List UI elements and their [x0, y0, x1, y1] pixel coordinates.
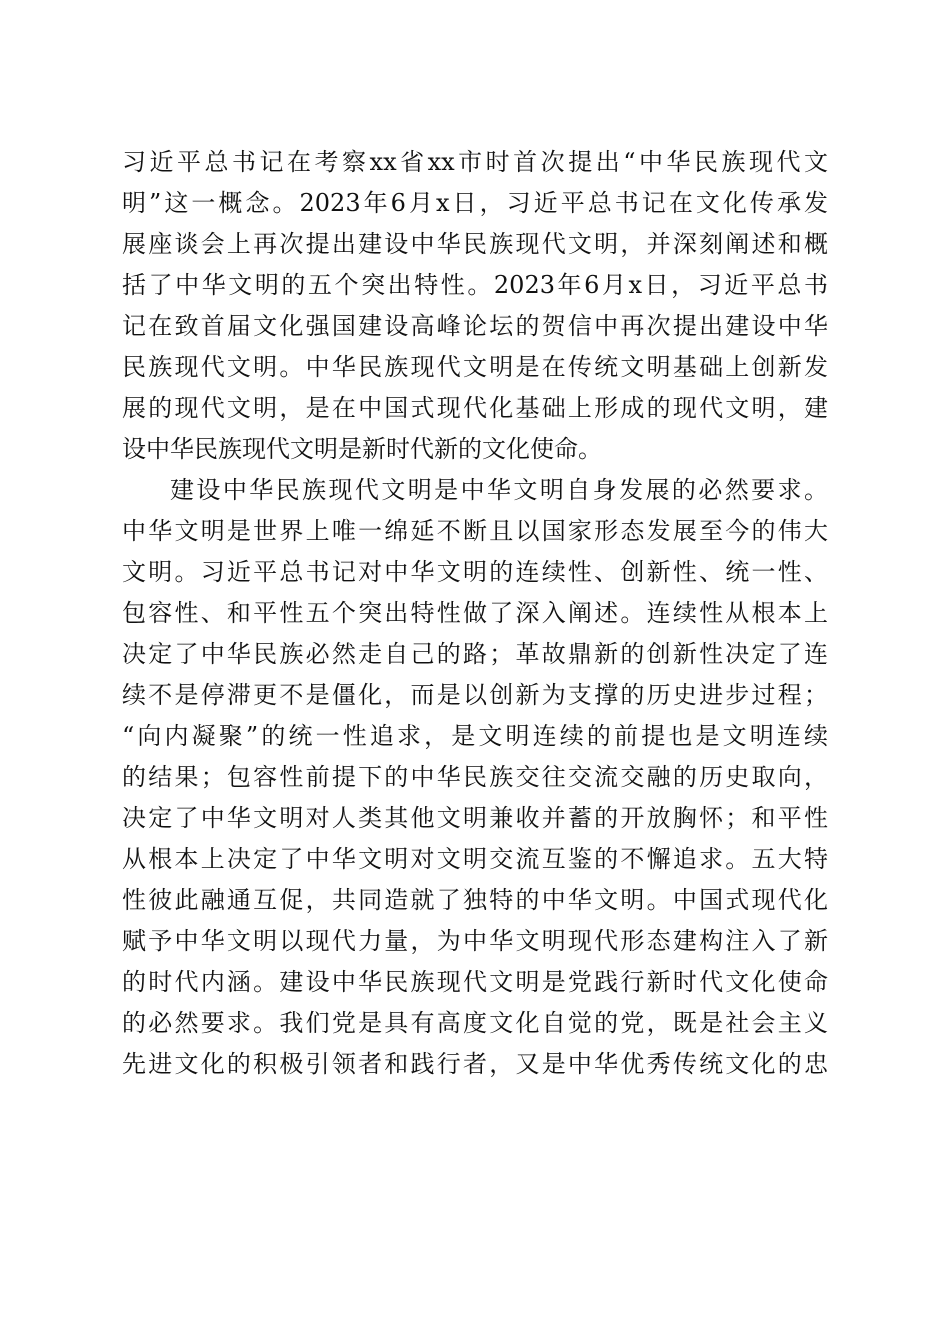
text-line: 决定了中华文明对人类其他文明兼收并蓄的开放胸怀；和平性: [122, 804, 828, 832]
text-line: 赋予中华文明以现代力量，为中华文明现代形态建构注入了新: [122, 927, 828, 955]
text-line: 的必然要求。我们党是具有高度文化自觉的党，既是社会主义: [122, 1009, 828, 1037]
text-line: 习近平总书记在考察xx省xx市时首次提出“中华民族现代文: [122, 148, 828, 176]
document-body: [122, 142, 828, 1085]
text-line: 先进文化的积极引领者和践行者，又是中华优秀传统文化的忠: [122, 1050, 828, 1078]
text-line: 建设中华民族现代文明是中华文明自身发展的必然要求。: [170, 476, 828, 504]
text-line: 性彼此融通互促，共同造就了独特的中华文明。中国式现代化: [122, 886, 828, 914]
text-line: 记在致首届文化强国建设高峰论坛的贺信中再次提出建设中华: [122, 312, 828, 340]
text-line: 续不是停滞更不是僵化，而是以创新为支撑的历史进步过程；: [122, 681, 828, 709]
text-line: 从根本上决定了中华文明对文明交流互鉴的不懈追求。五大特: [122, 845, 828, 873]
paragraph-1: [122, 142, 828, 470]
text-line: 包容性、和平性五个突出特性做了深入阐述。连续性从根本上: [122, 599, 828, 627]
text-line: 展的现代文明，是在中国式现代化基础上形成的现代文明，建: [122, 394, 828, 422]
text-line: 中华文明是世界上唯一绵延不断且以国家形态发展至今的伟大: [122, 517, 828, 545]
paragraph-2: [122, 470, 828, 1085]
text-line: 明”这一概念。2023年6月x日，习近平总书记在文化传承发: [122, 189, 828, 217]
text-line: 括了中华文明的五个突出特性。2023年6月x日，习近平总书: [122, 271, 828, 299]
text-line: 民族现代文明。中华民族现代文明是在传统文明基础上创新发: [122, 353, 828, 381]
text-line: 的时代内涵。建设中华民族现代文明是党践行新时代文化使命: [122, 968, 828, 996]
text-line: 的结果；包容性前提下的中华民族交往交流交融的历史取向，: [122, 763, 828, 791]
text-line: 设中华民族现代文明是新时代新的文化使命。: [122, 435, 602, 463]
text-line: 文明。习近平总书记对中华文明的连续性、创新性、统一性、: [122, 558, 828, 586]
text-line: “向内凝聚”的统一性追求，是文明连续的前提也是文明连续: [122, 722, 828, 750]
text-line: 展座谈会上再次提出建设中华民族现代文明，并深刻阐述和概: [122, 230, 828, 258]
text-line: 决定了中华民族必然走自己的路；革故鼎新的创新性决定了连: [122, 640, 828, 668]
